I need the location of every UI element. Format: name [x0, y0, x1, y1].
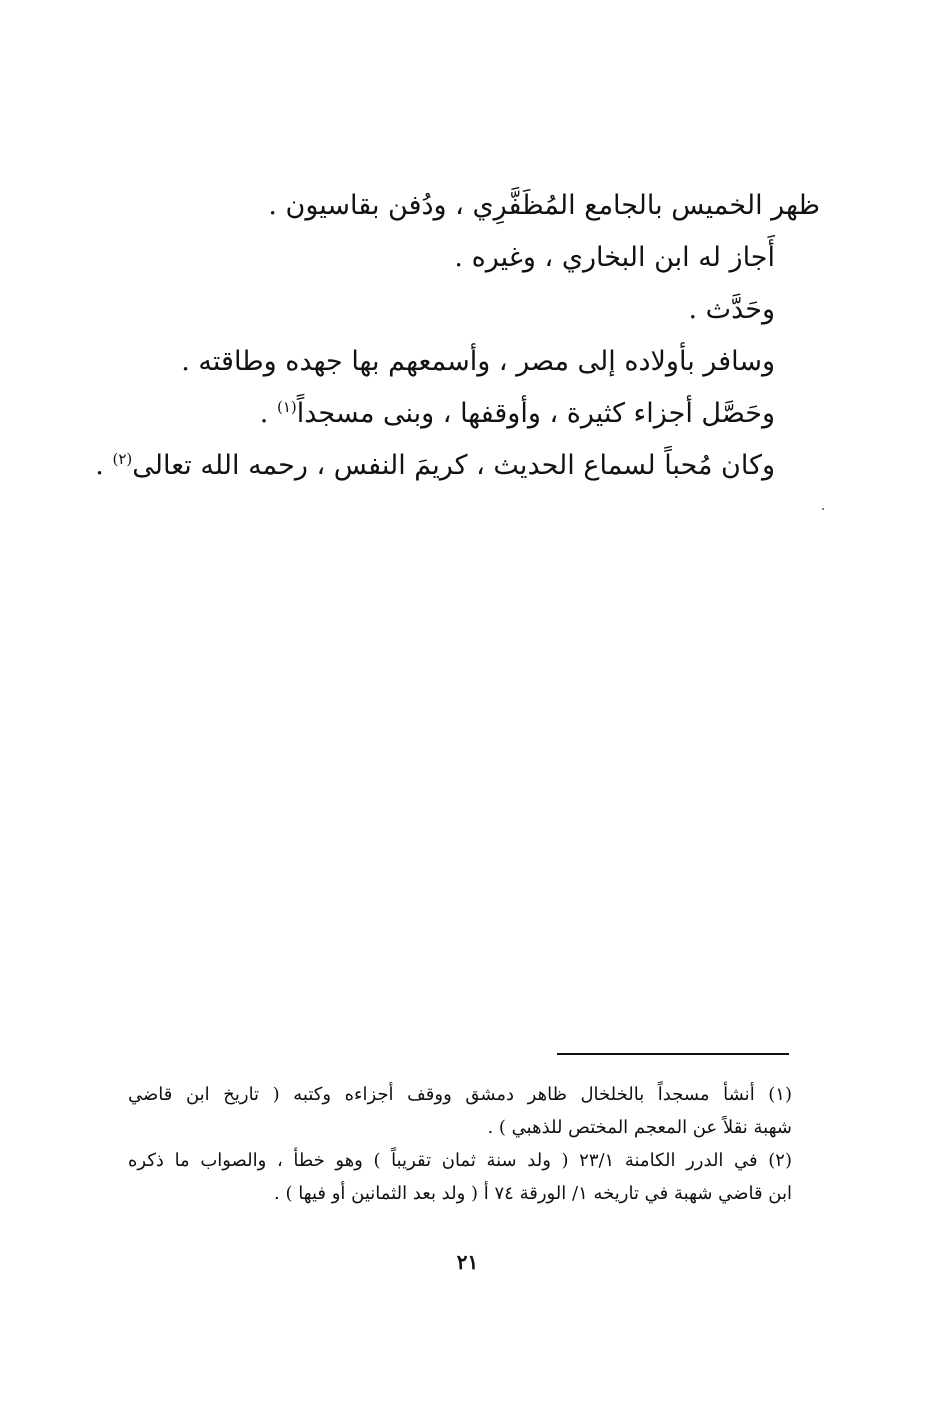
text-line: [140, 284, 820, 336]
footnotes: [128, 1078, 792, 1210]
text-line-content: ظهر الخميس بالجامع المُظَفَّرِي ، ودُفن بقاسيون .: [268, 190, 820, 221]
text-line-content: أَجاز له ابن البخاري ، وغيره .: [454, 242, 775, 273]
footnote-text: (٢) في الدرر الكامنة ٢٣/١ ( ولد سنة ثمان تقريباً ) وهو خطأ ، والصواب ما ذكره: [128, 1150, 792, 1171]
text-line: [140, 180, 820, 232]
text-line: [95, 440, 820, 492]
footnote-line: [128, 1177, 792, 1210]
text-line: [140, 232, 820, 284]
footnote-line: [128, 1144, 792, 1177]
text-line-content: وسافر بأولاده إلى مصر ، وأسمعهم بها جهده وطاقته .: [181, 346, 775, 377]
scan-speck: [822, 508, 824, 510]
footnote-line: [128, 1111, 792, 1144]
footnote-text: شهبة نقلاً عن المعجم المختص للذهبي ) .: [487, 1117, 792, 1138]
text-line-content: وحَدَّث .: [688, 294, 775, 325]
main-text: [95, 180, 820, 492]
text-line-content: وحَصَّل أجزاء كثيرة ، وأوقفها ، وبنى مسجداً: [296, 398, 775, 429]
footnote-line: [128, 1078, 792, 1111]
page-number: ٢١: [456, 1250, 479, 1274]
sentence-end: .: [259, 398, 269, 429]
text-line: [140, 388, 820, 440]
footnote-text: ابن قاضي شهبة في تاريخه ١/ الورقة ٧٤ أ ( ولد بعد الثمانين أو فيها ) .: [274, 1183, 792, 1204]
text-line: [140, 336, 820, 388]
sentence-end: .: [95, 450, 104, 481]
footnote-divider: [557, 1053, 789, 1055]
footnote-ref-2[interactable]: (٢): [112, 450, 133, 468]
footnote-text: (١) أنشأ مسجداً بالخلخال ظاهر دمشق ووقف أجزاءه وكتبه ( تاريخ ابن قاضي: [128, 1084, 792, 1105]
footnote-ref-1[interactable]: (١): [276, 398, 297, 416]
text-line-content: وكان مُحباً لسماع الحديث ، كريمَ النفس ، رحمه الله تعالى: [132, 450, 775, 481]
